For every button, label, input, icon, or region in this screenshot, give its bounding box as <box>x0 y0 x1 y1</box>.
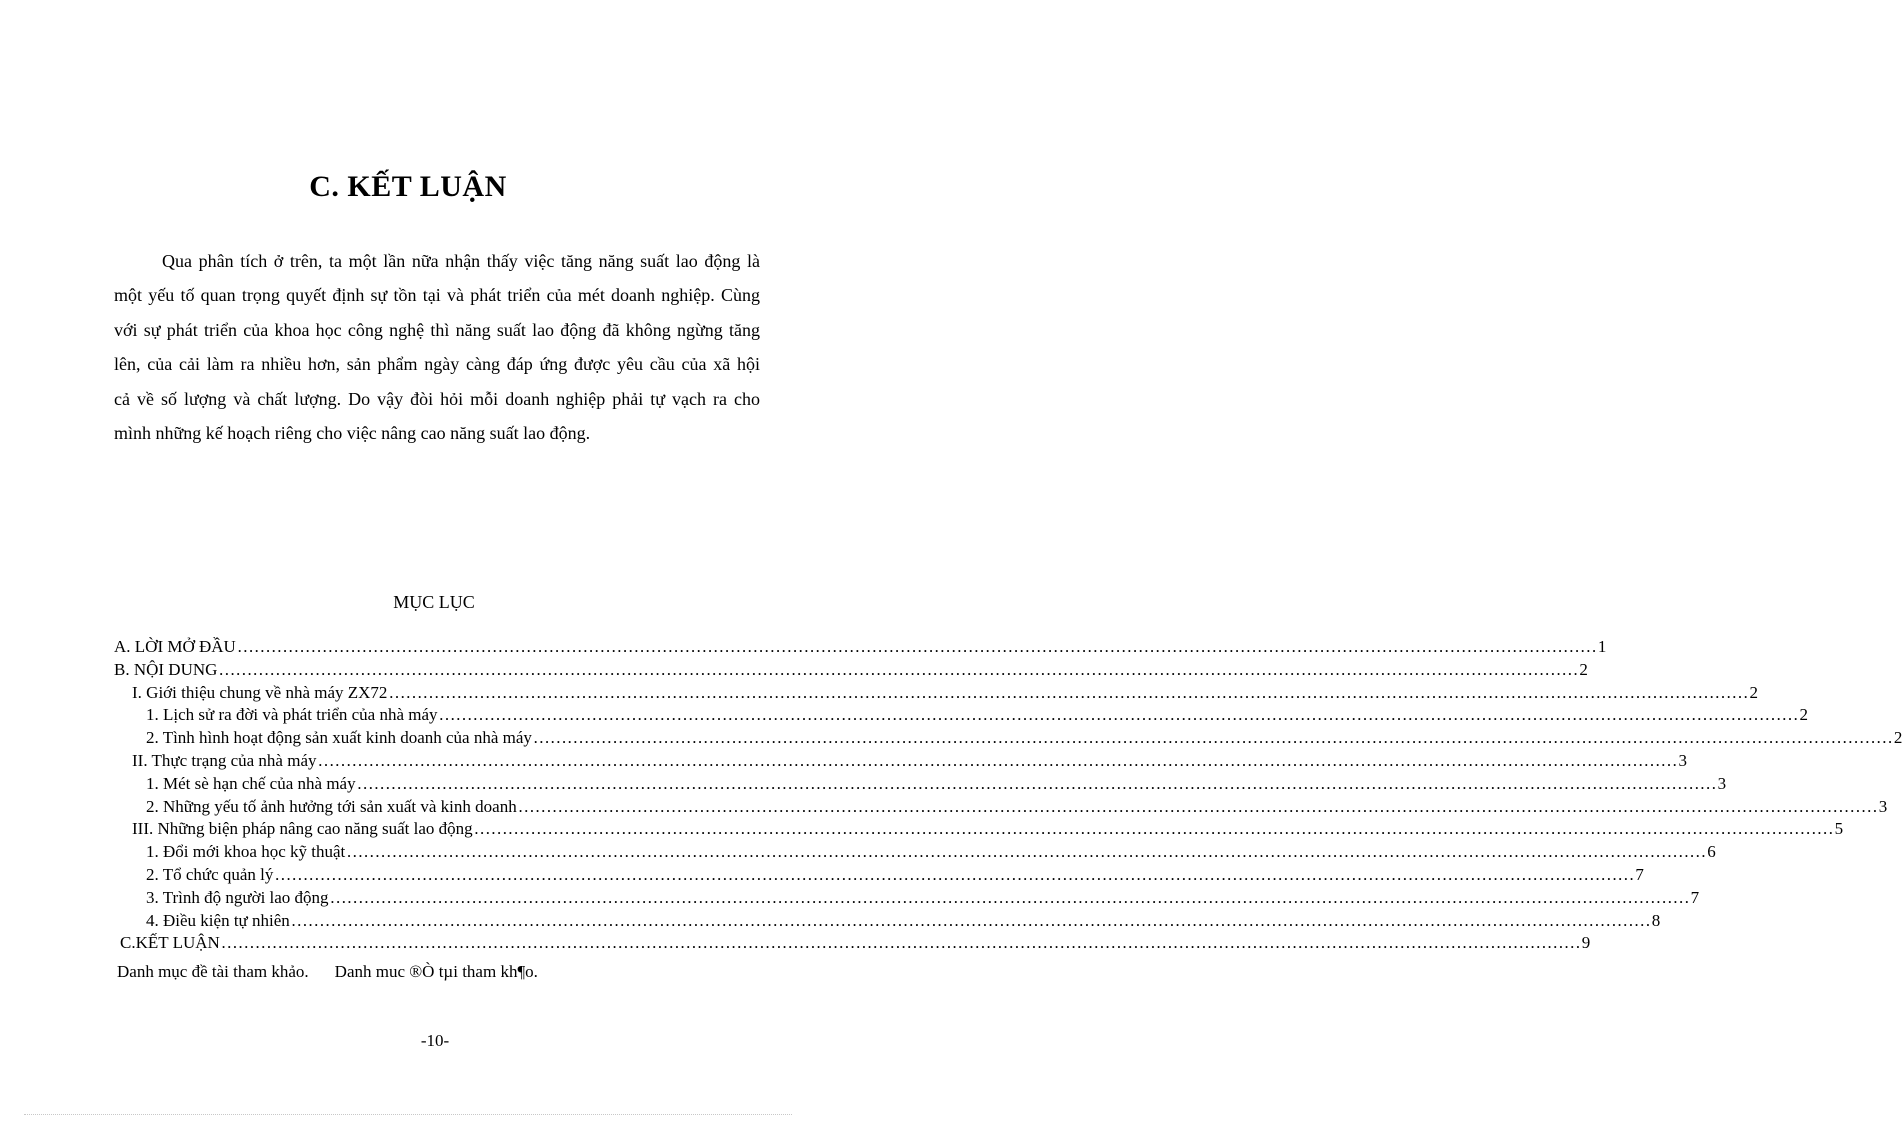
toc-entry-page: 3 <box>1878 796 1888 816</box>
toc-entry-label: III. Những biện pháp nâng cao năng suất lao động <box>132 819 473 839</box>
paragraph-line: một yếu tố quan trọng quyết định sự tồn tại và phát triển của mét doanh nghiệp. Cùng <box>114 285 760 306</box>
toc-entry-page: 2 <box>1799 705 1809 725</box>
toc-entry-label: A. LỜI MỞ ĐẦU <box>114 637 236 656</box>
toc-leader-dots: …………………………………………………………………………………………………………………………………………………………………………………………………………………… <box>218 659 1579 679</box>
toc-entry[interactable] <box>114 750 1687 773</box>
toc-leader-dots: …………………………………………………………………………………………………………………………………………………………………………………………………………………… <box>220 933 1581 953</box>
paragraph-line: cả về số lượng và chất lượng. Do vậy đòi hỏi mỗi doanh nghiệp phải tự vạch ra cho <box>114 388 760 409</box>
toc-leader-dots: …………………………………………………………………………………………………………………………………………………………………………………………………………………… <box>532 728 1893 748</box>
toc-entry-label: 2. Tình hình hoạt động sản xuất kinh doanh của nhà máy <box>146 728 532 748</box>
toc-entry[interactable] <box>114 659 1588 682</box>
toc-entry-label: B. NỘI DUNG <box>114 659 218 679</box>
toc-entry[interactable] <box>114 841 1716 864</box>
toc-entry-label: 4. Điều kiện tự nhiên <box>146 910 290 930</box>
toc-entry-label: 1. Lịch sử ra đời và phát triển của nhà máy <box>146 705 438 725</box>
toc-leader-dots: …………………………………………………………………………………………………………………………………………………………………………………………………………………… <box>473 819 1834 839</box>
toc-leader-dots: …………………………………………………………………………………………………………………………………………………………………………………………………………………… <box>438 705 1799 725</box>
reference-entry[interactable]: Danh muc ®Ò tµi tham kh¶o. <box>334 962 538 981</box>
section-heading: C. KẾT LUẬN <box>309 170 507 203</box>
toc-entry-label: 2. Những yếu tố ảnh hưởng tới sản xuất và kinh doanh <box>146 796 517 816</box>
toc-entry-label: I. Giới thiệu chung về nhà máy ZX72 <box>132 682 388 702</box>
toc-entry-label: 1. Đổi mới khoa học kỹ thuật <box>146 842 346 862</box>
toc-entry[interactable] <box>114 796 1888 819</box>
toc-entry-label: 1. Mét sè hạn chế của nhà máy <box>146 773 356 793</box>
toc-entry-page: 7 <box>1635 864 1644 884</box>
toc-leader-dots: …………………………………………………………………………………………………………………………………………………………………………………………………………………… <box>517 796 1878 816</box>
toc-entry[interactable] <box>114 727 1902 750</box>
paragraph-line: Qua phân tích ở trên, ta một lần nữa nhận thấy việc tăng năng suất lao động là <box>162 251 760 271</box>
toc-entry[interactable] <box>114 864 1644 887</box>
toc-title: MỤC LỤC <box>393 592 475 612</box>
reference-entry[interactable]: Danh mục đề tài tham khảo. <box>117 962 309 981</box>
toc-entry-page: 6 <box>1707 842 1716 862</box>
references-line <box>117 962 538 982</box>
toc-entry-label: II. Thực trạng của nhà máy <box>132 750 317 770</box>
toc-leader-dots: …………………………………………………………………………………………………………………………………………………………………………………………………………………… <box>329 887 1690 907</box>
paragraph-line: mình những kế hoạch riêng cho việc nâng cao năng suất lao động. <box>114 423 591 444</box>
conclusion-paragraph <box>114 244 760 450</box>
toc-entry-page: 7 <box>1690 887 1700 907</box>
toc-entry[interactable] <box>114 818 1844 841</box>
toc-entry[interactable] <box>114 773 1727 796</box>
toc-entry-page: 2 <box>1749 682 1758 702</box>
paragraph-line: với sự phát triển của khoa học công nghệ thì năng suất lao động đã không ngừng tăng <box>114 319 760 340</box>
toc-entry-page: 2 <box>1579 659 1588 679</box>
toc-leader-dots: …………………………………………………………………………………………………………………………………………………………………………………………………………………… <box>346 842 1707 862</box>
toc-entry-page: 5 <box>1834 819 1844 839</box>
paragraph-line: lên, của cải làm ra nhiều hơn, sản phẩm ngày càng đáp ứng được yêu cầu của xã hội <box>114 354 760 375</box>
toc-leader-dots: …………………………………………………………………………………………………………………………………………………………………………………………………………………… <box>388 682 1749 702</box>
toc-entry[interactable] <box>114 887 1700 910</box>
toc-entry[interactable] <box>114 636 1607 659</box>
page-number: -10- <box>420 1031 450 1050</box>
toc-entry-label: 2. Tổ chức quản lý <box>146 864 274 884</box>
toc-entry-page: 3 <box>1678 750 1687 770</box>
toc-leader-dots: …………………………………………………………………………………………………………………………………………………………………………………………………………………… <box>274 864 1635 884</box>
toc-leader-dots: …………………………………………………………………………………………………………………………………………………………………………………………………………………… <box>317 750 1678 770</box>
footer-divider <box>24 1114 792 1115</box>
toc-entry-page: 9 <box>1581 933 1591 953</box>
table-of-contents <box>114 636 1902 955</box>
toc-leader-dots: …………………………………………………………………………………………………………………………………………………………………………………………………………………… <box>236 637 1597 656</box>
toc-entry-page: 3 <box>1717 773 1727 793</box>
toc-entry-label: C.KẾT LUẬN <box>120 933 220 953</box>
toc-entry-page: 1 <box>1597 637 1607 656</box>
toc-entry[interactable] <box>114 704 1809 727</box>
toc-entry-page: 2 <box>1893 728 1902 748</box>
toc-entry[interactable] <box>114 682 1758 705</box>
toc-entry[interactable] <box>114 910 1661 933</box>
toc-leader-dots: …………………………………………………………………………………………………………………………………………………………………………………………………………………… <box>290 910 1651 930</box>
toc-entry-page: 8 <box>1651 910 1661 930</box>
toc-leader-dots: …………………………………………………………………………………………………………………………………………………………………………………………………………………… <box>356 773 1717 793</box>
toc-entry-label: 3. Trình độ người lao động <box>146 887 329 907</box>
toc-entry[interactable] <box>114 932 1591 955</box>
